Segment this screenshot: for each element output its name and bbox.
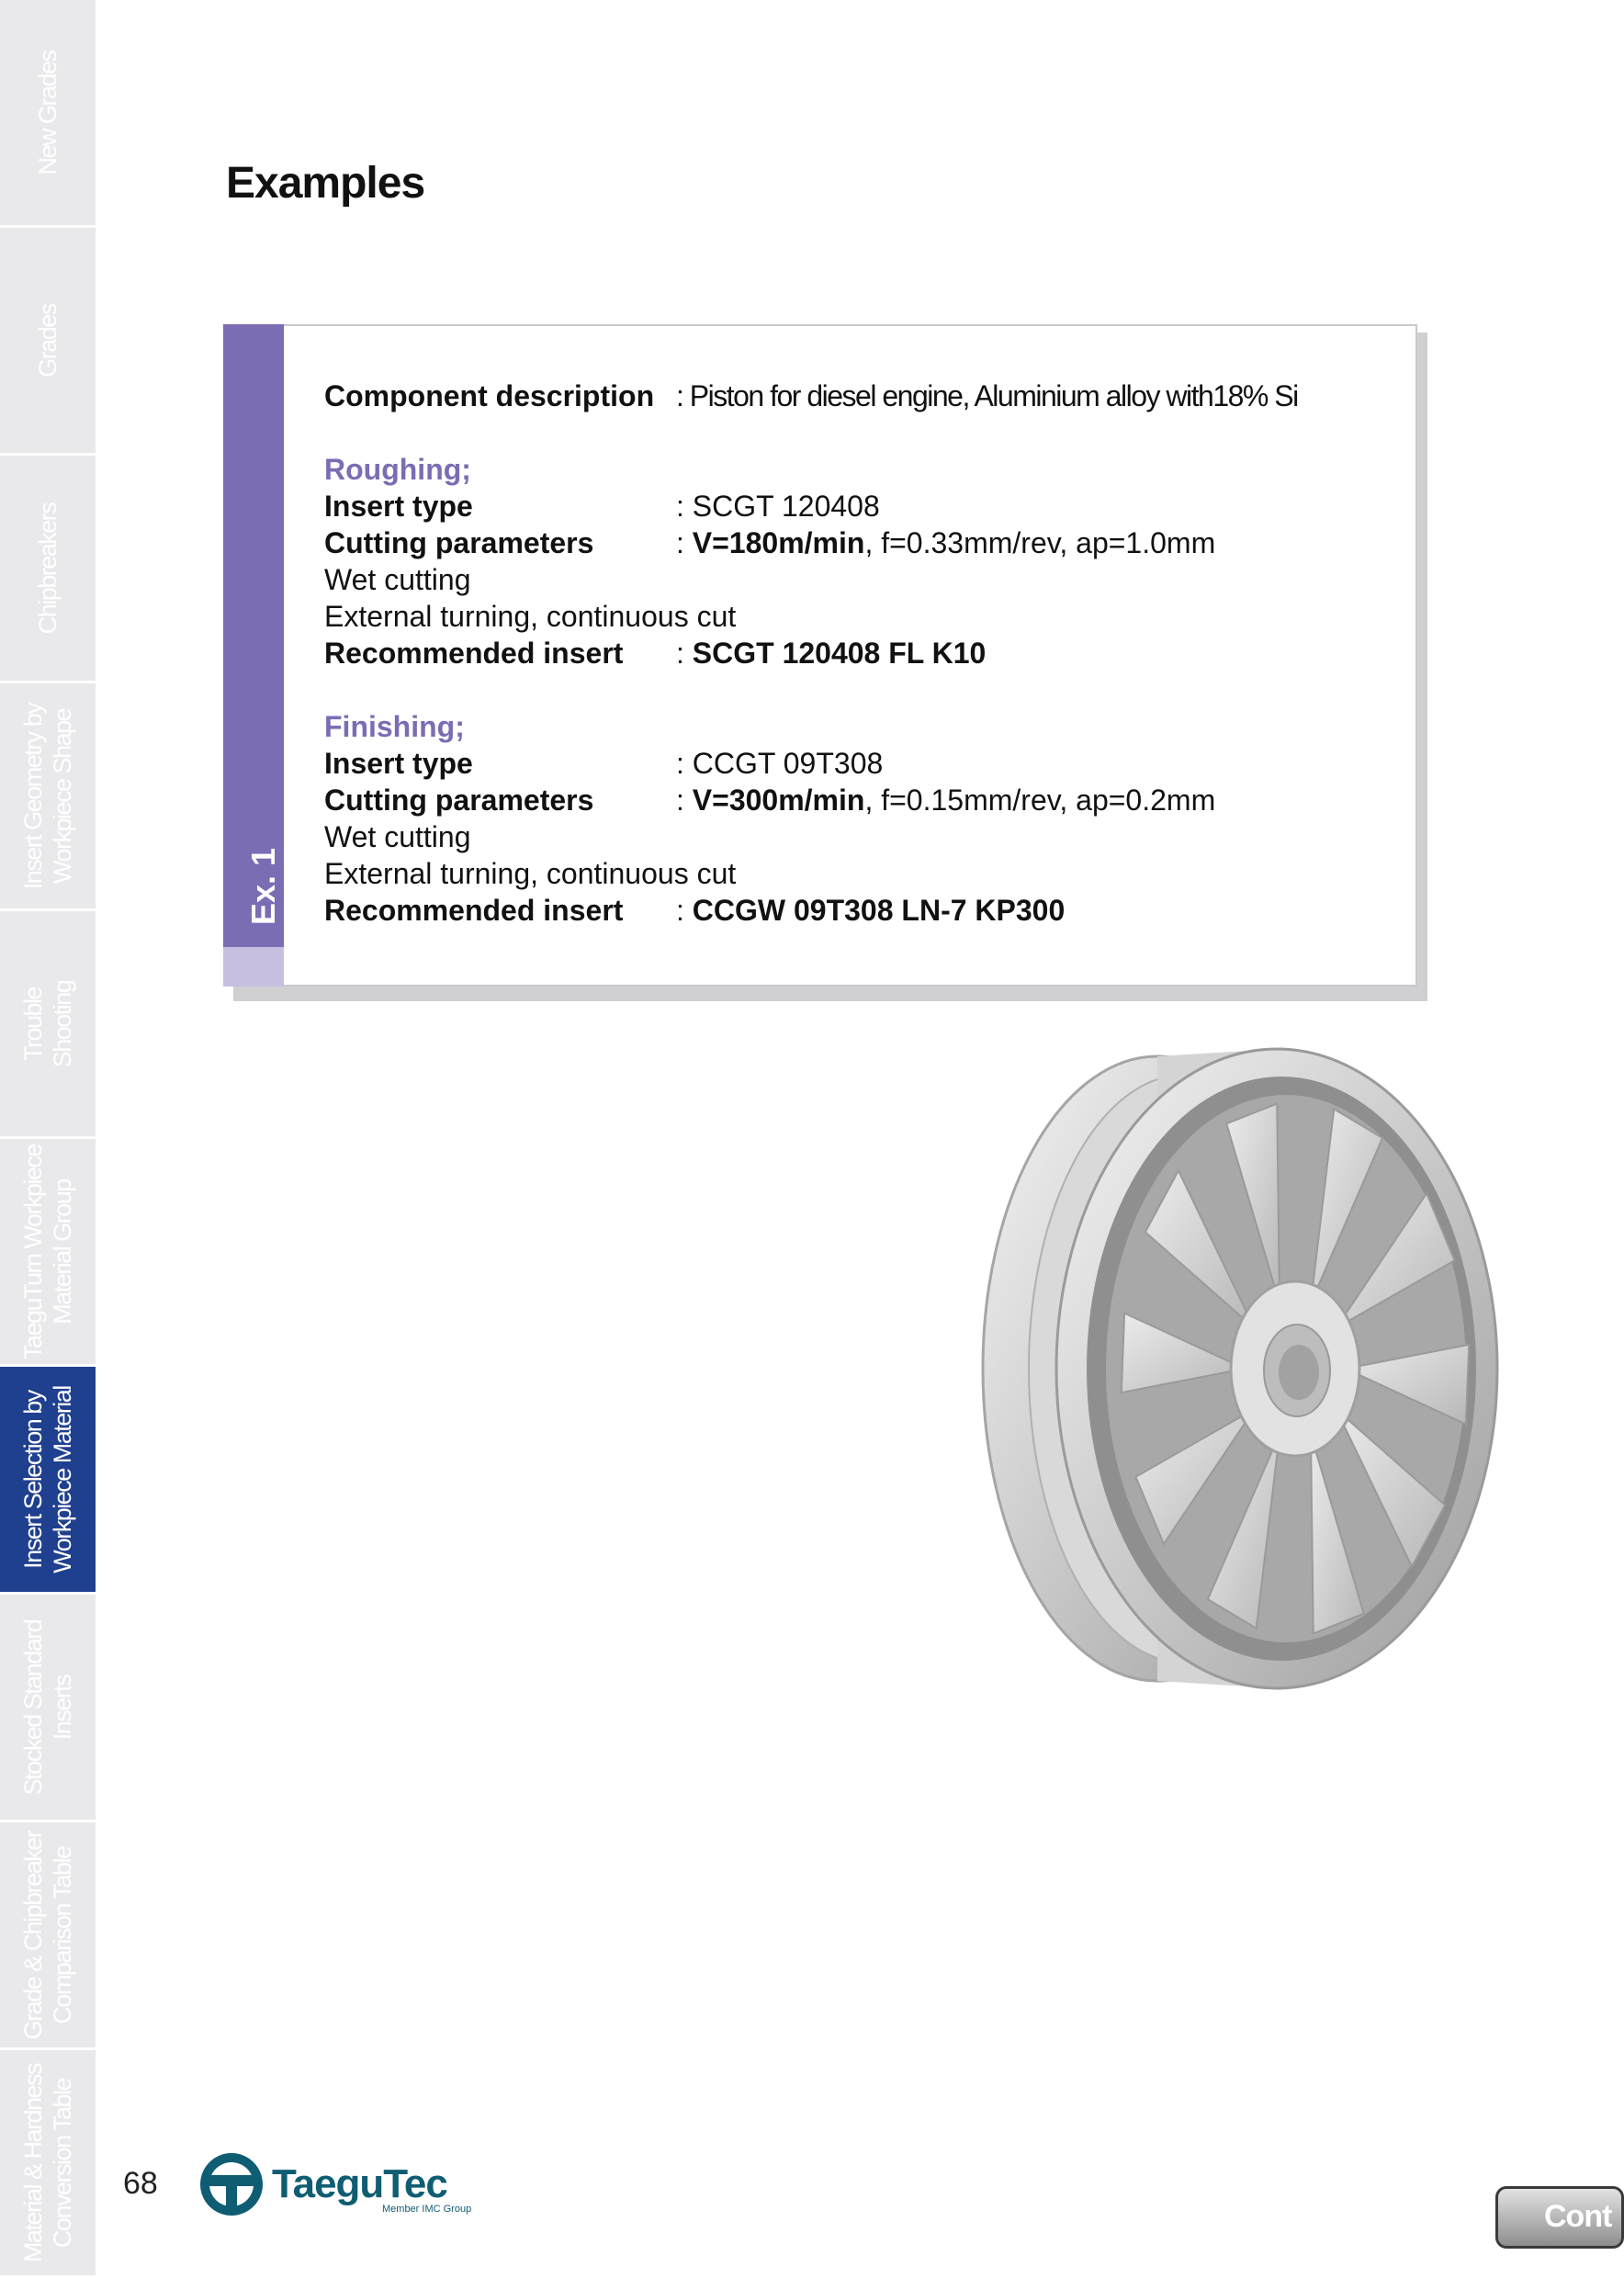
- sidebar-tab-label: [33, 304, 62, 378]
- sidebar-tab-1[interactable]: [0, 0, 96, 228]
- sidebar-tab-label-line: Material & Hardness: [19, 2063, 47, 2262]
- finishing-cutting-value: [676, 782, 1215, 818]
- sidebar-tab-label-line: New Grades: [34, 50, 62, 175]
- roughing-cutting-key: Cutting parameters: [324, 526, 594, 559]
- page-title: Examples: [226, 159, 425, 208]
- finishing-cutting-prefix: :: [676, 784, 693, 817]
- sidebar-tab-label-line: Shooting: [49, 980, 76, 1067]
- sidebar-tab-4[interactable]: [0, 683, 96, 911]
- sidebar-tab-label: [33, 502, 62, 634]
- sidebar-tab-3[interactable]: [0, 456, 96, 683]
- example-side-band-foot: [223, 947, 284, 987]
- roughing-cutting-value: [676, 524, 1215, 561]
- logo-brand-text: TaeguTec: [272, 2161, 447, 2206]
- sidebar-tab-label-line: Workpiece Shape: [49, 708, 76, 884]
- sidebar-tab-label-line: Grade & Chipbreaker: [19, 1831, 47, 2039]
- finishing-recommended-row: [324, 892, 1066, 929]
- sidebar-tab-7[interactable]: [0, 1367, 96, 1595]
- sidebar-tab-8[interactable]: [0, 1595, 96, 1822]
- example-label: Ex. 1: [244, 847, 282, 926]
- alloy-wheel-image: [909, 1029, 1516, 1699]
- sidebar-tab-label: [18, 2063, 77, 2261]
- sidebar-tab-label-line: Inserts: [49, 1675, 76, 1740]
- roughing-recommended-row: [324, 635, 987, 671]
- section-tab-bar: [0, 0, 96, 2278]
- taegutec-logo: [197, 2148, 491, 2221]
- sidebar-tab-label-line: TaeguTurn Workpiece: [19, 1144, 47, 1359]
- sidebar-tab-9[interactable]: [0, 1822, 96, 2050]
- finishing-recommended-value: [676, 892, 1065, 929]
- roughing-cutting-speed: V=180m/min: [692, 526, 865, 559]
- sidebar-tab-label-line: Insert Geometry by: [19, 703, 47, 889]
- finishing-condition: Wet cutting: [324, 820, 471, 853]
- finishing-operation: External turning, continuous cut: [324, 857, 737, 890]
- sidebar-tab-label-line: Grades: [34, 303, 62, 378]
- finishing-recommended-key: Recommended insert: [324, 894, 624, 927]
- sidebar-tab-label: [18, 1831, 77, 2039]
- roughing-recommended-prefix: :: [676, 637, 693, 670]
- roughing-recommended-insert: SCGT 120408 FL K10: [692, 637, 987, 670]
- component-key: Component description: [324, 379, 655, 412]
- roughing-insert-type-value: : SCGT 120408: [676, 490, 880, 523]
- roughing-operation: External turning, continuous cut: [324, 600, 737, 633]
- roughing-cutting-prefix: :: [676, 526, 693, 559]
- finishing-heading: Finishing;: [324, 710, 465, 743]
- sidebar-tab-label: [18, 980, 77, 1067]
- finishing-recommended-prefix: :: [676, 894, 693, 927]
- sidebar-tab-6[interactable]: [0, 1139, 96, 1367]
- sidebar-tab-label: [18, 703, 77, 889]
- sidebar-tab-label: [18, 1386, 77, 1573]
- roughing-insert-type-key: Insert type: [324, 490, 473, 523]
- roughing-heading: Roughing;: [324, 453, 471, 486]
- page-number: 68: [123, 2166, 158, 2201]
- roughing-insert-type-row: [324, 488, 880, 524]
- taegutec-logo-emblem: [200, 2153, 263, 2216]
- sidebar-tab-label-line: Material Group: [49, 1178, 76, 1325]
- roughing-condition: Wet cutting: [324, 563, 471, 596]
- finishing-cutting-row: [324, 782, 1216, 818]
- roughing-recommended-value: [676, 635, 986, 671]
- logo-tagline: Member IMC Group: [382, 2204, 472, 2215]
- component-row: [324, 378, 1298, 414]
- sidebar-tab-label-line: Trouble: [19, 987, 47, 1061]
- finishing-recommended-insert: CCGW 09T308 LN-7 KP300: [692, 894, 1066, 927]
- sidebar-tab-2[interactable]: [0, 228, 96, 456]
- sidebar-tab-label: [18, 1619, 77, 1795]
- sidebar-tab-label-line: Chipbreakers: [34, 502, 62, 634]
- sidebar-tab-label-line: Stocked Standard: [19, 1619, 47, 1795]
- roughing-cutting-rest: , f=0.33mm/rev, ap=1.0mm: [864, 526, 1216, 559]
- finishing-insert-type-value: : CCGT 09T308: [676, 747, 884, 780]
- sidebar-tab-label-line: Conversion Table: [49, 2078, 76, 2248]
- finishing-cutting-speed: V=300m/min: [692, 784, 865, 817]
- sidebar-tab-label-line: Insert Selection by: [19, 1390, 47, 1569]
- finishing-cutting-rest: , f=0.15mm/rev, ap=0.2mm: [864, 784, 1216, 817]
- sidebar-tab-label-line: Workpiece Material: [49, 1385, 76, 1573]
- sidebar-tab-label-line: Comparison Table: [49, 1845, 76, 2024]
- sidebar-tab-label: [18, 1144, 77, 1359]
- continue-button[interactable]: Cont: [1495, 2186, 1624, 2249]
- sidebar-tab-label: [33, 51, 62, 175]
- component-value: : Piston for diesel engine, Aluminium alloy with18% Si: [676, 379, 1298, 412]
- finishing-cutting-key: Cutting parameters: [324, 784, 594, 817]
- roughing-recommended-key: Recommended insert: [324, 637, 624, 670]
- sidebar-tab-10[interactable]: [0, 2050, 96, 2278]
- finishing-insert-type-row: [324, 745, 884, 782]
- finishing-insert-type-key: Insert type: [324, 747, 473, 780]
- sidebar-tab-5[interactable]: [0, 911, 96, 1139]
- roughing-cutting-row: [324, 524, 1216, 561]
